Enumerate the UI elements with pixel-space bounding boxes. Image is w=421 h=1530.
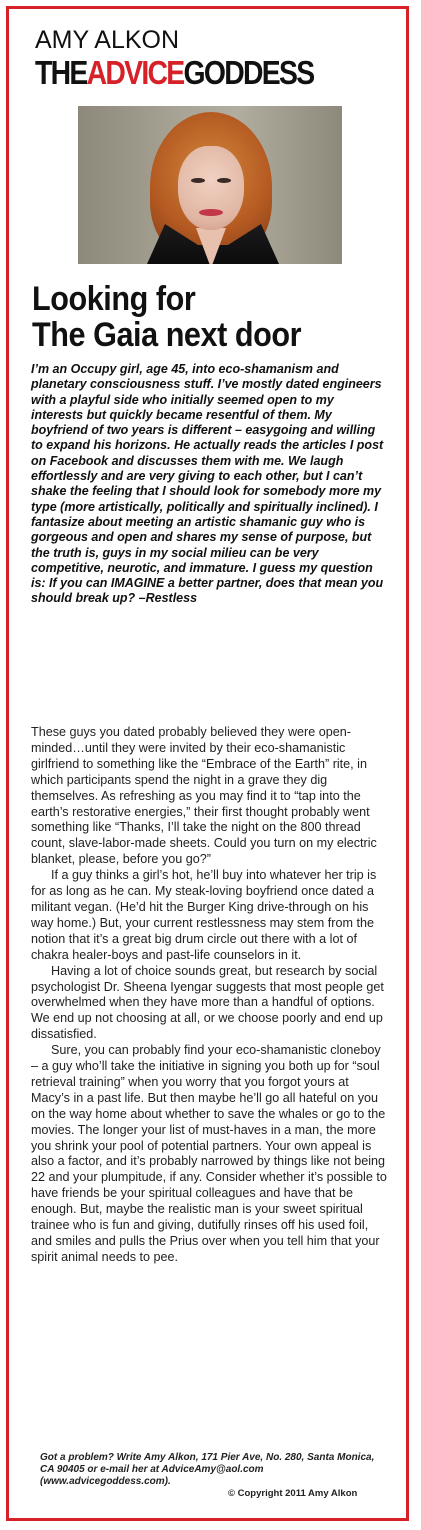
masthead-the: THE <box>35 54 87 91</box>
headline-line-1: Looking for <box>32 280 196 318</box>
contact-info: Got a problem? Write Amy Alkon, 171 Pier Ave, No. 280, Santa Monica, CA 90405 or e-mail her at AdviceAmy@aol.com (www.advicegoddess.com). <box>40 1452 375 1487</box>
advice-answer <box>31 725 387 1266</box>
author-name: AMY ALKON <box>35 26 180 54</box>
masthead-advice: ADVICE <box>86 54 184 91</box>
photo-face <box>178 146 244 230</box>
answer-paragraph: These guys you dated probably believed they were open-minded…until they were invited by their eco-shamanistic girlfriend to something like the “Embrace of the Earth” rite, in which participants spend the night in a grave they dig themselves. As refreshing as you may find it to “tap into the earth’s restorative energies,” their first thought probably went something like “Thanks, I’ll take the night on the 800 thread count, slave-labor-made sheets. Could you turn on my electric blanket, please, before you go?” <box>31 725 377 867</box>
answer-paragraph: If a guy thinks a girl’s hot, he’ll buy into whatever her trip is for as long as he can. My steak-loving boyfriend once dated a militant vegan. (He’d hit the Burger King drive-through on his way home.) But, your current restlessness may stem from the notion that it’s a great big drum circle out there with a lot of chakra healer-boys and past-life counselors in it. <box>31 868 377 962</box>
masthead-goddess: GODDESS <box>183 54 314 91</box>
answer-paragraph: Sure, you can probably find your eco-shamanistic cloneboy – a guy who’ll take the initiative in signing you both up for “soul retrieval training” when you worry that you forgot yours at Macy’s in a past life. But then maybe he’ll go all hateful on you on the way home about whether to save the whales or go to the movies. The longer your list of must-haves in a man, the more you shrink your pool of potential partners. Your own appeal is also a factor, and it’s probably narrowed by things like not being 22 and your plumpitude, if any. Consider whether it’s possible to have friends be your spiritual colleagues and have that be enough. But, maybe the realistic man is your sweet spiritual trainee who is fun and giving, dutifully rinses off his used foil, and smiles and pulls the Prius over when you tell him that your spirit animal needs to pee. <box>31 1043 387 1264</box>
headline-line-2: The Gaia next door <box>32 316 302 354</box>
answer-paragraph: Having a lot of choice sounds great, but research by social psychologist Dr. Sheena Iyengar suggests that most people get overwhelmed when they have more than a handful of options. We end up not choosing at all, or we choose poorly and end up dissatisfied. <box>31 963 384 1042</box>
masthead-logo <box>35 55 313 91</box>
reader-letter: I’m an Occupy girl, age 45, into eco-shamanism and planetary consciousness stuff. I’ve mostly dated engineers with a playful side who initially seemed open to my interests but quickly became resentful of them. My boyfriend of two years is different – easygoing and willing to expand his horizons. He actually reads the articles I post on Facebook and discusses them with me. We laugh effortlessly and are very giving to each other, but I can’t shake the feeling that I should look for somebody more my type (more artistically, politically and spiritually inclined). I fantasize about meeting an artistic shamanic guy who is gorgeous and open and shares my sense of purpose, but the truth is, guys in my social milieu can be very competitive, neurotic, and immature. I guess my question is: If you can IMAGINE a better partner, does that mean you should break up? –Restless <box>31 362 384 606</box>
author-photo <box>78 106 342 264</box>
photo-lips <box>199 209 223 216</box>
photo-eye-right <box>217 178 231 183</box>
photo-eye-left <box>191 178 205 183</box>
copyright-notice: © Copyright 2011 Amy Alkon <box>228 1488 358 1499</box>
column-headline <box>32 281 301 353</box>
